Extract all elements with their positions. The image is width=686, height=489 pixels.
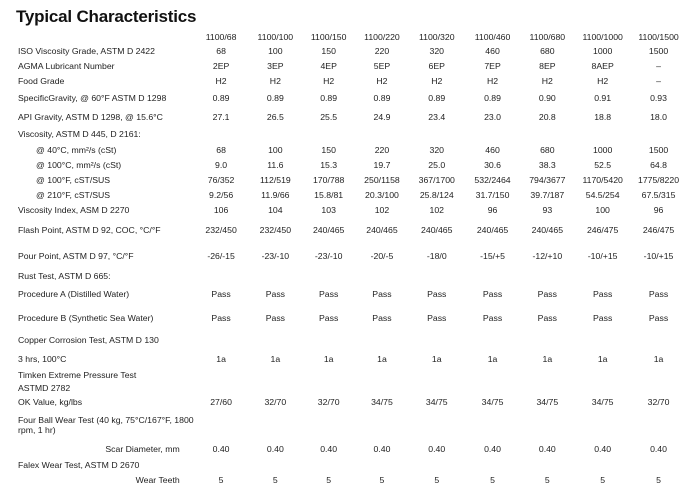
section-row xyxy=(18,458,686,471)
cell: 680 xyxy=(540,46,555,56)
grade-header: 1100/150 xyxy=(310,32,347,42)
cell: H2 xyxy=(376,75,388,86)
cell: Pass xyxy=(482,312,503,323)
cell: 15.8/81 xyxy=(314,189,344,200)
cell: -12/+10 xyxy=(532,251,563,261)
cell: 30.6 xyxy=(484,159,501,170)
cell: 1a xyxy=(216,354,226,364)
cell: 367/1700 xyxy=(418,174,455,185)
cell: 34/75 xyxy=(591,397,614,407)
cell: 5EP xyxy=(373,60,391,71)
row-label: Viscosity Index, ASM D 2270 xyxy=(18,204,130,215)
cell: 240/465 xyxy=(531,225,564,235)
cell: 0.89 xyxy=(266,93,284,103)
cell: 0.89 xyxy=(373,93,391,103)
cell: 240/465 xyxy=(312,225,345,235)
cell: 794/3677 xyxy=(529,174,566,185)
cell: 1a xyxy=(323,354,334,364)
row-label: Procedure B (Synthetic Sea Water) xyxy=(18,312,154,323)
cell: Pass xyxy=(592,289,613,299)
cell: 15.3 xyxy=(320,159,338,170)
table-row xyxy=(18,58,686,73)
cell: Pass xyxy=(265,289,286,299)
table-row xyxy=(18,471,686,489)
cell: Pass xyxy=(592,312,613,323)
characteristics-table xyxy=(18,30,686,489)
cell: 34/75 xyxy=(425,397,448,407)
cell: 96 xyxy=(653,204,664,215)
cell: 1a xyxy=(431,354,442,364)
table-row xyxy=(18,142,686,157)
row-label: Wear Teeth xyxy=(135,475,180,485)
cell: Pass xyxy=(648,312,669,323)
cell: 240/465 xyxy=(476,225,509,235)
cell: 20.3/100 xyxy=(365,189,399,200)
grade-header: 1100/68 xyxy=(205,32,237,42)
cell: 246/475 xyxy=(586,225,619,235)
cell: 0.40 xyxy=(484,444,501,454)
cell: Pass xyxy=(211,289,231,299)
row-label: Procedure A (Distilled Water) xyxy=(18,289,130,299)
cell: 26.5 xyxy=(266,112,284,122)
cell: 9.0 xyxy=(215,159,228,170)
cell: 0.40 xyxy=(538,444,556,454)
table-row xyxy=(18,243,686,269)
cell: 320 xyxy=(429,144,444,155)
cell: – xyxy=(656,60,661,71)
cell: 25.8/124 xyxy=(419,189,454,200)
cell: 0.89 xyxy=(320,93,338,103)
cell: 5 xyxy=(326,475,332,485)
cell: 32/70 xyxy=(264,397,287,407)
cell: 93 xyxy=(542,204,553,215)
cell: 31.7/150 xyxy=(475,189,510,200)
cell: 0.40 xyxy=(594,444,612,454)
cell: 7EP xyxy=(484,60,501,71)
table-row xyxy=(18,305,686,330)
cell: 112/519 xyxy=(259,174,291,185)
grade-header: 1100/460 xyxy=(474,32,511,42)
grade-header: 1100/220 xyxy=(364,32,400,42)
cell: 5 xyxy=(434,475,440,485)
cell: Pass xyxy=(537,289,557,299)
table-row xyxy=(18,172,686,187)
cell: 34/75 xyxy=(481,397,504,407)
cell: 25.0 xyxy=(428,159,446,170)
cell: – xyxy=(656,75,661,86)
cell: 18.0 xyxy=(650,112,667,122)
section-row xyxy=(18,269,686,283)
section-row xyxy=(18,410,686,440)
cell: 100 xyxy=(595,204,610,215)
cell: 34/75 xyxy=(371,397,393,407)
cell: Pass xyxy=(318,289,339,299)
grade-header: 1100/100 xyxy=(257,32,294,42)
grade-header: 1100/1000 xyxy=(582,32,623,42)
row-label: 3 hrs, 100°C xyxy=(18,354,67,364)
section-label: Timken Extreme Pressure Test xyxy=(18,369,137,380)
cell: 232/450 xyxy=(205,225,237,235)
section-label: Falex Wear Test, ASTM D 2670 xyxy=(18,459,140,470)
cell: -23/-10 xyxy=(261,251,290,261)
cell: 1500 xyxy=(648,46,669,56)
cell: 1000 xyxy=(592,144,613,155)
cell: 0.89 xyxy=(428,93,446,103)
cell: 96 xyxy=(487,204,498,215)
cell: 100 xyxy=(268,144,283,155)
table-row xyxy=(18,350,686,368)
cell: 23.0 xyxy=(484,112,501,122)
cell: 3EP xyxy=(267,60,284,71)
cell: 38.3 xyxy=(538,159,556,170)
table-row xyxy=(18,44,686,58)
cell: 27/60 xyxy=(210,397,232,407)
table-row xyxy=(18,88,686,108)
cell: 20.8 xyxy=(538,112,556,122)
cell: 532/2464 xyxy=(474,174,511,185)
cell: 5 xyxy=(544,475,550,485)
cell: 240/465 xyxy=(366,225,398,235)
cell: H2 xyxy=(431,75,443,86)
cell: -15/+5 xyxy=(480,251,505,261)
cell: Pass xyxy=(427,312,447,323)
section-label: Rust Test, ASTM D 665: xyxy=(18,271,111,281)
cell: -26/-15 xyxy=(207,251,235,261)
cell: 5 xyxy=(600,475,606,485)
cell: 1a xyxy=(270,354,281,364)
cell: 1775/8220 xyxy=(637,174,680,185)
table-row xyxy=(18,202,686,217)
cell: 220 xyxy=(374,46,390,56)
cell: 0.40 xyxy=(428,444,446,454)
row-label: @ 40°C, mm²/s (cSt) xyxy=(36,144,117,155)
cell: H2 xyxy=(323,75,335,86)
row-label: Pour Point, ASTM D 97, °C/°F xyxy=(18,251,134,261)
table-row xyxy=(18,283,686,305)
cell: 11.9/66 xyxy=(261,189,290,200)
cell: Pass xyxy=(482,289,503,299)
cell: 54.5/254 xyxy=(585,189,620,200)
cell: 8AEP xyxy=(591,60,614,71)
cell: 0.89 xyxy=(484,93,501,103)
cell: Pass xyxy=(537,312,557,323)
cell: 460 xyxy=(485,144,500,155)
cell: 170/788 xyxy=(312,174,345,185)
section-row xyxy=(18,126,686,142)
cell: 1500 xyxy=(648,144,669,155)
table-row xyxy=(18,440,686,458)
row-label: Scar Diameter, mm xyxy=(105,444,180,454)
cell: 34/75 xyxy=(536,397,559,407)
cell: 246/475 xyxy=(642,225,675,235)
cell: Pass xyxy=(265,312,286,323)
cell: 2EP xyxy=(212,60,230,71)
cell: -10/+15 xyxy=(587,251,618,261)
cell: 0.89 xyxy=(212,93,230,103)
cell: -23/-10 xyxy=(314,251,343,261)
cell: 23.4 xyxy=(428,112,446,122)
cell: 102 xyxy=(429,204,444,215)
cell: 19.7 xyxy=(373,159,391,170)
cell: 52.5 xyxy=(594,159,612,170)
cell: 11.6 xyxy=(267,159,284,170)
cell: H2 xyxy=(486,75,499,86)
cell: 25.5 xyxy=(320,112,338,122)
section-row xyxy=(18,368,686,381)
cell: 6EP xyxy=(428,60,445,71)
cell: 460 xyxy=(485,46,500,56)
cell: 220 xyxy=(374,144,390,155)
cell: 24.9 xyxy=(373,112,391,122)
grade-header-row xyxy=(18,30,686,44)
cell: 8EP xyxy=(539,60,556,71)
cell: 5 xyxy=(218,475,224,485)
cell: 1a xyxy=(377,354,387,364)
row-label: @ 210°F, cST/SUS xyxy=(36,189,111,200)
section-label: Viscosity, ASTM D 445, D 2161: xyxy=(18,129,141,139)
cell: 27.1 xyxy=(212,112,230,122)
cell: 67.5/315 xyxy=(641,189,676,200)
cell: 1a xyxy=(597,354,608,364)
row-label: ISO Viscosity Grade, ASTM D 2422 xyxy=(18,46,155,56)
cell: 68 xyxy=(216,144,226,155)
cell: 103 xyxy=(321,204,336,215)
row-label: @ 100°C, mm²/s (cSt) xyxy=(36,159,122,170)
cell: 32/70 xyxy=(317,397,340,407)
cell: Pass xyxy=(372,312,392,323)
cell: 32/70 xyxy=(647,397,670,407)
grade-header: 1100/1500 xyxy=(638,32,679,42)
row-label: API Gravity, ASTM D 1298, @ 15.6°C xyxy=(18,112,163,122)
cell: 5 xyxy=(379,475,385,485)
cell: -20/-5 xyxy=(370,251,394,261)
cell: 0.91 xyxy=(594,93,612,103)
cell: 232/450 xyxy=(259,225,292,235)
section-label: ASTMD 2782 xyxy=(18,382,71,393)
cell: 680 xyxy=(540,144,555,155)
cell: 0.40 xyxy=(320,444,338,454)
cell: Pass xyxy=(318,312,339,323)
section-label: Four Ball Wear Test (40 kg, 75°C/167°F, 1800 rpm, 1 hr) xyxy=(18,415,194,435)
cell: 0.40 xyxy=(650,444,667,454)
table-row xyxy=(18,108,686,126)
cell: 0.40 xyxy=(373,444,391,454)
cell: 250/1158 xyxy=(364,174,400,185)
row-label: Flash Point, ASTM D 92, COC, °C/°F xyxy=(18,225,161,235)
section-label: Copper Corrosion Test, ASTM D 130 xyxy=(18,335,159,345)
cell: 240/465 xyxy=(421,225,453,235)
table-row xyxy=(18,157,686,172)
grade-header: 1100/680 xyxy=(529,32,566,42)
cell: -10/+15 xyxy=(643,251,674,261)
row-label: SpecificGravity, @ 60°F ASTM D 1298 xyxy=(18,93,167,103)
cell: 0.40 xyxy=(212,444,230,454)
row-label: Food Grade xyxy=(18,75,65,86)
cell: 106 xyxy=(213,204,229,215)
cell: 39.7/187 xyxy=(530,189,565,200)
cell: 5 xyxy=(490,475,495,485)
cell: 0.40 xyxy=(266,444,284,454)
page-title: Typical Characteristics xyxy=(16,7,197,26)
table-row xyxy=(18,73,686,88)
cell: 9.2/56 xyxy=(209,189,234,200)
row-label: AGMA Lubricant Number xyxy=(18,60,115,71)
cell: H2 xyxy=(597,75,609,86)
table-row xyxy=(18,394,686,410)
cell: Pass xyxy=(648,289,669,299)
cell: H2 xyxy=(269,75,281,86)
cell: 64.8 xyxy=(650,159,667,170)
grade-header: 1100/320 xyxy=(418,32,455,42)
cell: 5 xyxy=(656,475,661,485)
row-label: @ 100°F, cST/SUS xyxy=(36,174,111,185)
cell: Pass xyxy=(211,312,231,323)
cell: 1170/5420 xyxy=(582,174,623,185)
cell: 1a xyxy=(542,354,553,364)
cell: 4EP xyxy=(320,60,337,71)
cell: 1a xyxy=(653,354,664,364)
cell: 104 xyxy=(268,204,283,215)
table-row xyxy=(18,217,686,243)
row-label: OK Value, kg/lbs xyxy=(18,397,83,407)
cell: 100 xyxy=(268,46,283,56)
cell: 102 xyxy=(374,204,390,215)
cell: 68 xyxy=(216,46,226,56)
cell: -18/0 xyxy=(426,251,447,261)
cell: 5 xyxy=(272,475,278,485)
cell: Pass xyxy=(427,289,447,299)
cell: 320 xyxy=(429,46,444,56)
cell: 18.8 xyxy=(594,112,612,122)
cell: 150 xyxy=(321,46,336,56)
section-row xyxy=(18,330,686,350)
cell: H2 xyxy=(541,75,553,86)
cell: 150 xyxy=(321,144,336,155)
table-row xyxy=(18,187,686,202)
cell: 1a xyxy=(487,354,498,364)
section-row xyxy=(18,381,686,394)
cell: 1000 xyxy=(592,46,613,56)
cell: Pass xyxy=(372,289,392,299)
cell: 76/352 xyxy=(207,174,235,185)
cell: H2 xyxy=(215,75,227,86)
cell: 0.93 xyxy=(650,93,667,103)
cell: 0.90 xyxy=(538,93,556,103)
